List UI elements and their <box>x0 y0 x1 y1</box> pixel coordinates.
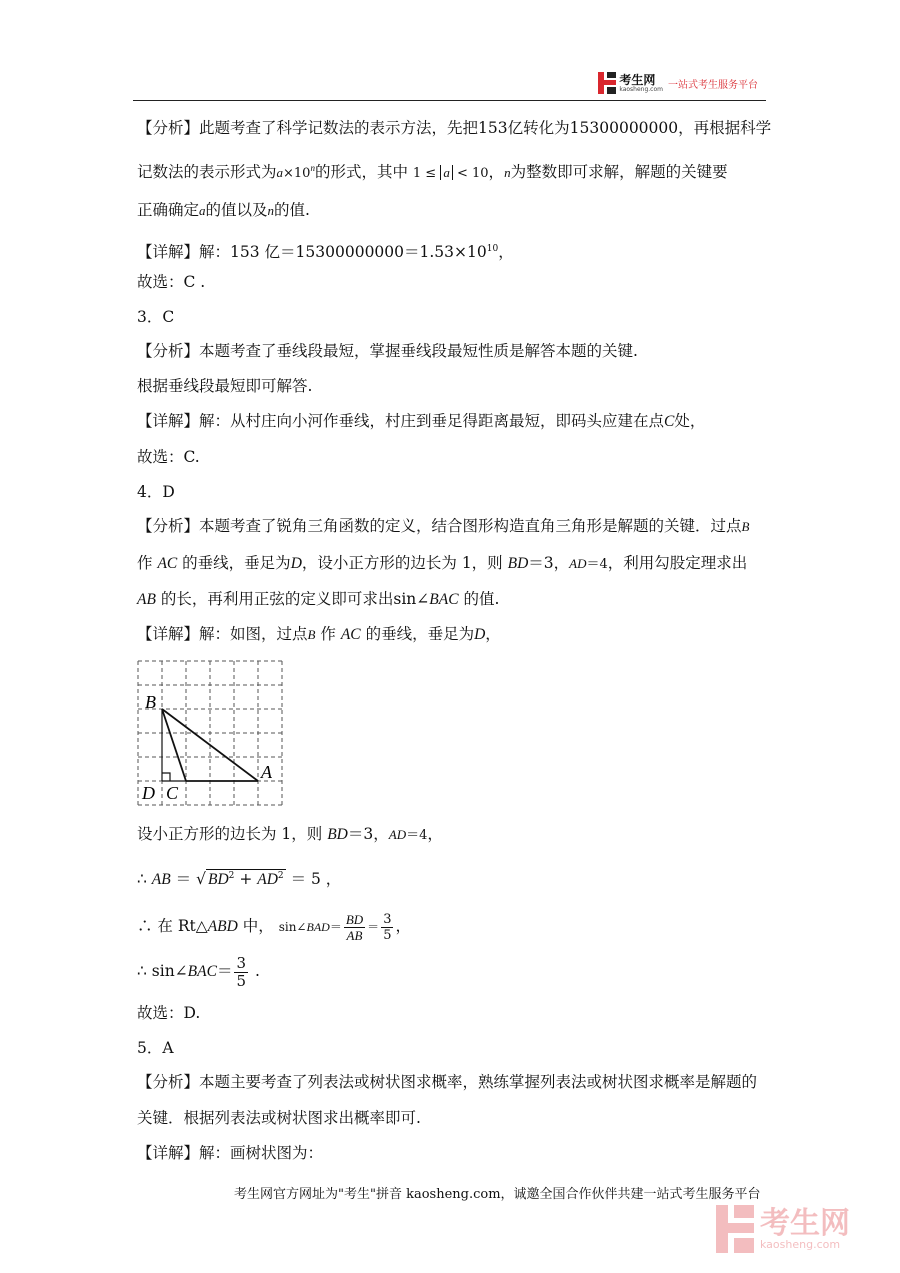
q3-analysis2: 根据垂线段最短即可解答. <box>137 377 313 395</box>
watermark-url: kaosheng.com <box>760 1237 841 1251</box>
q2-analysis-line1: 【分析】此题考查了科学记数法的表示方法，先把153亿转化为15300000000，再根据科学 <box>137 119 772 137</box>
q4-analysis-line3: AB 的长，再利用正弦的定义即可求出sin∠BAC 的值. <box>137 590 500 608</box>
q3-detail: 【详解】解：从村庄向小河作垂线，村庄到垂足得距离最短，即码头应建在点C处， <box>137 412 706 430</box>
watermark <box>716 1205 850 1253</box>
q5-analysis-line1: 【分析】本题主要考查了列表法或树状图求概率，熟练掌握列表法或树状图求概率是解题的 <box>137 1073 758 1091</box>
q3-analysis: 【分析】本题考查了垂线段最短，掌握垂线段最短性质是解答本题的关键. <box>137 342 638 360</box>
kaosheng-logo-icon <box>598 72 616 94</box>
watermark-name: 考生网 <box>760 1205 850 1241</box>
site-logo <box>598 72 758 94</box>
q2-detail: 【详解】解：153 亿$=15300000000=1.53\times 10^{10}$， <box>137 243 514 262</box>
segment-BC <box>162 709 186 781</box>
q4-analysis-line1: 【分析】本题考查了锐角三角函数的定义，结合图形构造直角三角形是解题的关键．过点B <box>137 517 750 535</box>
q3-header: 3．C <box>137 308 175 326</box>
label-D: D <box>142 783 155 803</box>
q4-detail: 【详解】解：如图，过点B 作 AC 的垂线，垂足为D， <box>137 625 501 643</box>
q2-analysis-line2: 记数法的表示形式为$a\times 10^n$的形式，其中 1 ≤ a < 10，n为整数即可求解，解题的关键要 <box>137 163 728 182</box>
q4-calc1: 设小正方形的边长为 1，则 BD＝3，AD＝4， <box>137 825 443 843</box>
q4-analysis-line2: 作 AC 的垂线，垂足为D，设小正方形的边长为 1，则 BD＝3，AD＝4，利用勾股定理求出 <box>137 554 748 572</box>
q4-header: 4．D <box>137 483 175 501</box>
logo-slogan: 一站式考生服务平台 <box>668 79 758 91</box>
label-A: A <box>261 762 272 782</box>
q3-choice: 故选：C. <box>137 448 200 466</box>
q2-analysis-line3: 正确确定a的值以及n的值. <box>137 201 310 219</box>
q4-calc2: ∴ AB ＝ √ $BD^2 + AD^2 = 5$ ， <box>137 870 342 889</box>
geometry-figure <box>137 660 283 806</box>
q4-calc4: ∴ sin∠BAC＝ $\frac{3}{5}$ . <box>137 953 260 990</box>
q5-header: 5．A <box>137 1039 174 1057</box>
q5-detail: 【详解】解：画树状图为： <box>137 1144 324 1162</box>
page-footer: 考生网官方网址为"考生"拼音 kaosheng.com，诚邀全国合作伙伴共建一站式考生服务平台 <box>234 1187 761 1202</box>
q4-calc3: ∴ 在 Rt△ABD 中， sin∠BAD＝ $\frac{BD}{AB}$ ＝ $\frac{3}{5}$ ， <box>137 911 411 943</box>
watermark-logo-icon <box>716 1205 754 1253</box>
q4-choice: 故选：D. <box>137 1004 201 1022</box>
right-angle-mark <box>162 773 170 781</box>
grid-lines <box>138 661 282 805</box>
q2-choice: 故选：C . <box>137 273 206 291</box>
logo-url: kaosheng.com <box>619 85 663 93</box>
label-B: B <box>145 692 156 712</box>
q5-analysis-line2: 关键．根据列表法或树状图求出概率即可. <box>137 1109 421 1127</box>
label-C: C <box>166 783 179 803</box>
logo-name: 考生网 <box>619 72 656 87</box>
page-header <box>133 70 766 101</box>
